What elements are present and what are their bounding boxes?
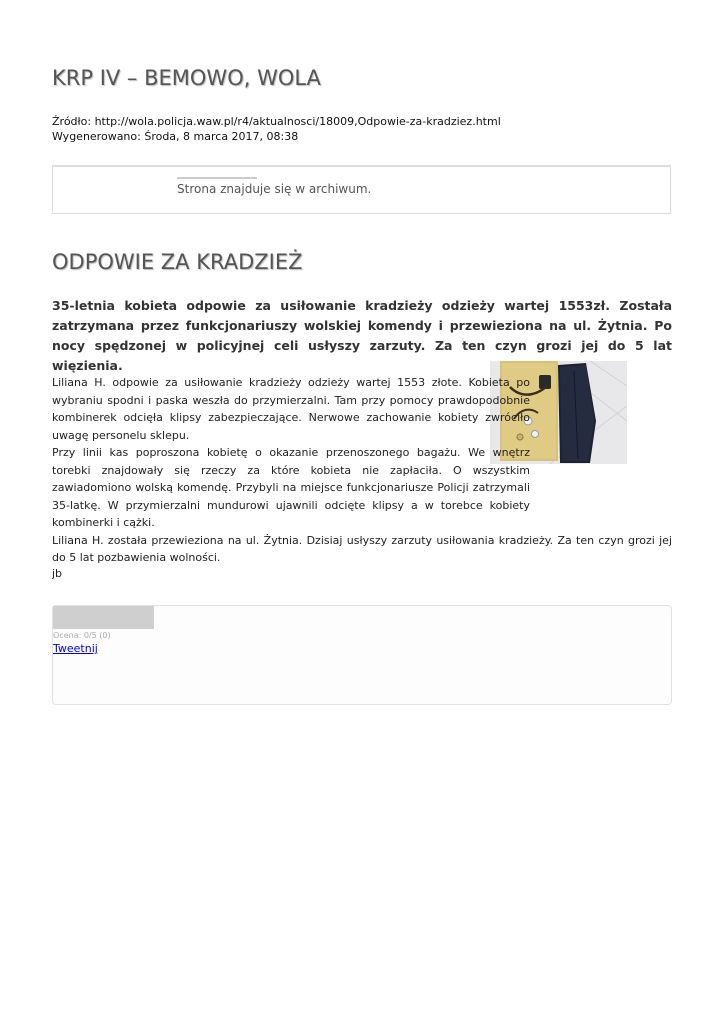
article-title: ODPOWIE ZA KRADZIEŻ [52,250,303,274]
article-body [52,374,672,567]
page-meta [52,114,501,144]
rating-stars[interactable] [53,606,154,629]
rating-panel [52,605,672,705]
archive-notice [52,165,671,214]
article-lead: 35-letnia kobieta odpowie za usiłowanie kradzieży odzieży wartej 1553zł. Została zatrzymana przez funkcjonariuszy wolskiej komendy i przewieziona na ul. Żytnia. Po nocy spędzonej w policyjnej celi usłyszy zarzuty. Za ten czyn grozi jej do 5 lat więzienia. [52,298,672,373]
archive-message: Strona znajduje się w archiwum. [177,182,372,196]
article-paragraph: Liliana H. została przewieziona na ul. Żytnia. Dzisiaj usłyszy zarzuty usiłowania kradzieży. Za ten czyn grozi jej do 5 lat pozbawienia wolności. [52,533,672,564]
source-url: Źródło: http://wola.policja.waw.pl/r4/aktualnosci/18009,Odpowie-za-kradziez.html [52,115,501,128]
archive-notice-bar [177,177,257,179]
author-signature: jb [52,567,63,580]
photo-spacer [530,374,672,504]
article-paragraph: Przy linii kas poproszona kobietę o okazanie przenoszonego bagażu. We wnętrz torebki znajdowały się rzeczy za które kobieta nie zapłaciła. O wszystkim zawiadomiono wolską komendę. Przybyli na miejsce funkcjonariusze Policji zatrzymali 35-latkę. W przymierzalni mundurowi ujawnili odcięte klipsy a w torebce kobiety kombinerki i cążki. [52,446,530,529]
site-title: KRP IV – BEMOWO, WOLA [52,66,321,90]
tweet-link[interactable]: Tweetnij [53,642,98,655]
rating-text: Ocena: 0/5 (0) [53,631,111,640]
generated-date: Wygenerowano: Środa, 8 marca 2017, 08:38 [52,130,299,143]
article-paragraph: Liliana H. odpowie za usiłowanie kradzieży odzieży wartej 1553 złote. Kobieta po wybraniu spodni i paska weszła do przymierzalni. Tam przy pomocy prawdopodobnie kombinerek odcięła klipsy zabezpieczające. Nerwowe zachowanie kobiety zwróciło uwagę personelu sklepu. [52,376,530,442]
